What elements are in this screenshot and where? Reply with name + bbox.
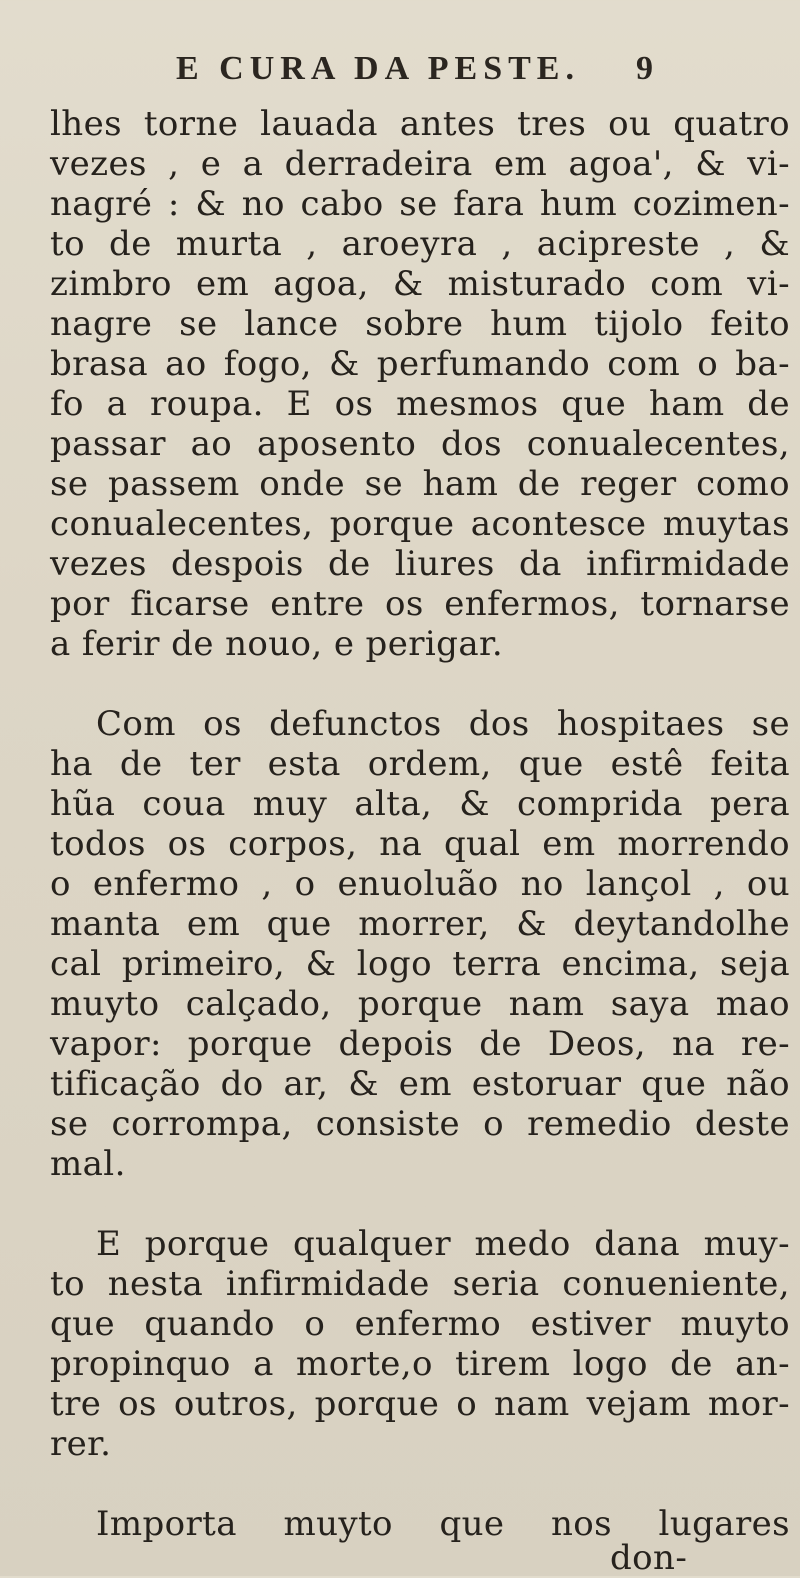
- text-line: zimbro em agoa, & misturado com vi-: [50, 264, 790, 304]
- text-line: propinquo a morte,o tirem logo de an-: [50, 1344, 790, 1384]
- text-line: fo a roupa. E os mesmos que ham de: [50, 384, 790, 424]
- text-line: Com os defunctos dos hospitaes se: [96, 704, 790, 744]
- text-line: tificação do ar, & em estoruar que não: [50, 1064, 790, 1104]
- text-line: conualecentes, porque acontesce muytas: [50, 504, 790, 544]
- catchword: don-: [610, 1538, 688, 1578]
- text-line: todos os corpos, na qual em morrendo: [50, 824, 790, 864]
- text-line: a ferir de nouo, e perigar.: [50, 624, 504, 664]
- text-line: tre os outros, porque o nam vejam mor-: [50, 1384, 790, 1424]
- text-line: brasa ao fogo, & perfumando com o ba-: [50, 344, 790, 384]
- text-line: lhes torne lauada antes tres ou quatro: [50, 104, 790, 144]
- page-number: 9: [636, 50, 653, 87]
- text-line: mal.: [50, 1144, 126, 1184]
- text-line: Importa muyto que nos lugares: [96, 1504, 790, 1544]
- running-head: E CURA DA PESTE.: [176, 50, 580, 87]
- text-line: se passem onde se ham de reger como: [50, 464, 790, 504]
- text-line: cal primeiro, & logo terra encima, seja: [50, 944, 790, 984]
- text-line: que quando o enfermo estiver muyto: [50, 1304, 790, 1344]
- text-line: nagre se lance sobre hum tijolo feito: [50, 304, 790, 344]
- text-line: manta em que morrer, & deytandolhe: [50, 904, 790, 944]
- text-line: o enfermo , o enuoluão no lançol , ou: [50, 864, 790, 904]
- text-line: se corrompa, consiste o remedio deste: [50, 1104, 790, 1144]
- text-line: rer.: [50, 1424, 112, 1464]
- text-line: passar ao aposento dos conualecentes,: [50, 424, 790, 464]
- text-line: hũa coua muy alta, & comprida pera: [50, 784, 790, 824]
- text-line: E porque qualquer medo dana muy-: [96, 1224, 790, 1264]
- text-line: vezes , e a derradeira em agoa', & vi-: [50, 144, 790, 184]
- text-line: vapor: porque depois de Deos, na re-: [50, 1024, 790, 1064]
- text-line: ha de ter esta ordem, que estê feita: [50, 744, 790, 784]
- text-line: muyto calçado, porque nam saya mao: [50, 984, 790, 1024]
- text-line: vezes despois de liures da infirmidade: [50, 544, 790, 584]
- text-line: to nesta infirmidade seria conueniente,: [50, 1264, 790, 1304]
- text-line: nagré : & no cabo se fara hum cozimen-: [50, 184, 790, 224]
- text-line: to de murta , aroeyra , acipreste , &: [50, 224, 790, 264]
- text-line: por ficarse entre os enfermos, tornarse: [50, 584, 790, 624]
